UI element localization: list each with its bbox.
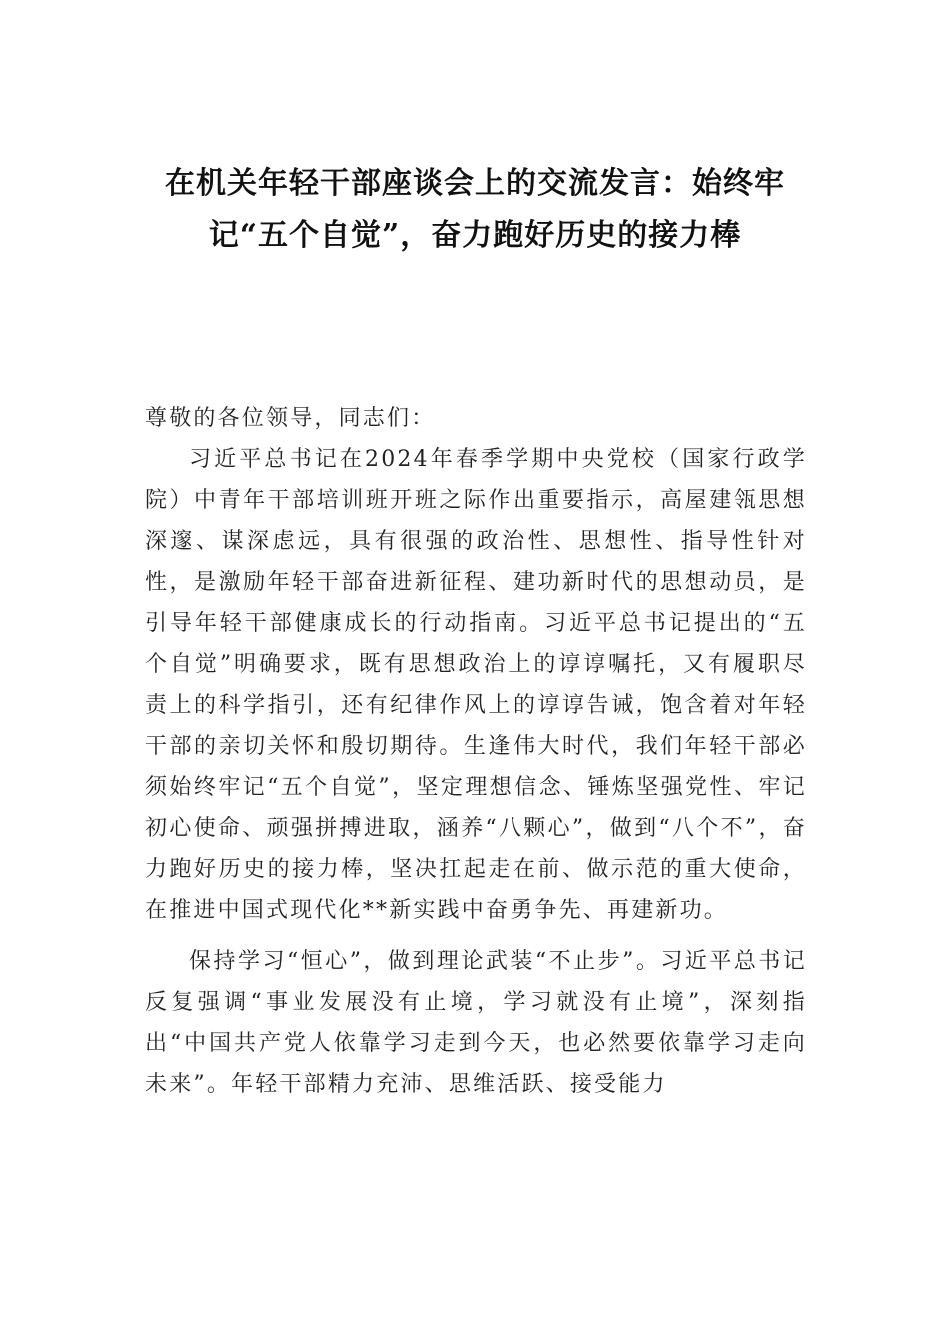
- paragraph: 习近平总书记在2024年春季学期中央党校（国家行政学院）中青年干部培训班开班之际作出重要指示，高屋建瓴思想深邃、谋深虑远，具有很强的政治性、思想性、指导性针对性，是激励年轻干部奋进新征程、建功新时代的思想动员，是引导年轻干部健康成长的行动指南。习近平总书记提出的“五个自觉”明确要求，既有思想政治上的谆谆嘱托，又有履职尽责上的科学指引，还有纪律作风上的谆谆告诫，饱含着对年轻干部的亲切关怀和殷切期待。生逢伟大时代，我们年轻干部必须始终牢记“五个自觉”，坚定理想信念、锤炼坚强党性、牢记初心使命、顽强拼搏进取，涵养“八颗心”，做到“八个不”，奋力跑好历史的接力棒，坚决扛起走在前、做示范的重大使命，在推进中国式现代化**新实践中奋勇争先、再建新功。: [145, 447, 807, 923]
- salutation: 尊敬的各位领导，同志们：: [145, 406, 436, 431]
- paragraph: 保持学习“恒心”，做到理论武装“不止步”。习近平总书记反复强调“事业发展没有止境，学习就没有止境”，深刻指出“中国共产党人依靠学习走到今天，也必然要依靠学习走向未来”。年轻干部精力充沛、思维活跃、接受能力: [145, 949, 807, 1097]
- document-body: [145, 398, 807, 1105]
- document-title: 在机关年轻干部座谈会上的交流发言：始终牢记“五个自觉”，奋力跑好历史的接力棒: [165, 166, 785, 253]
